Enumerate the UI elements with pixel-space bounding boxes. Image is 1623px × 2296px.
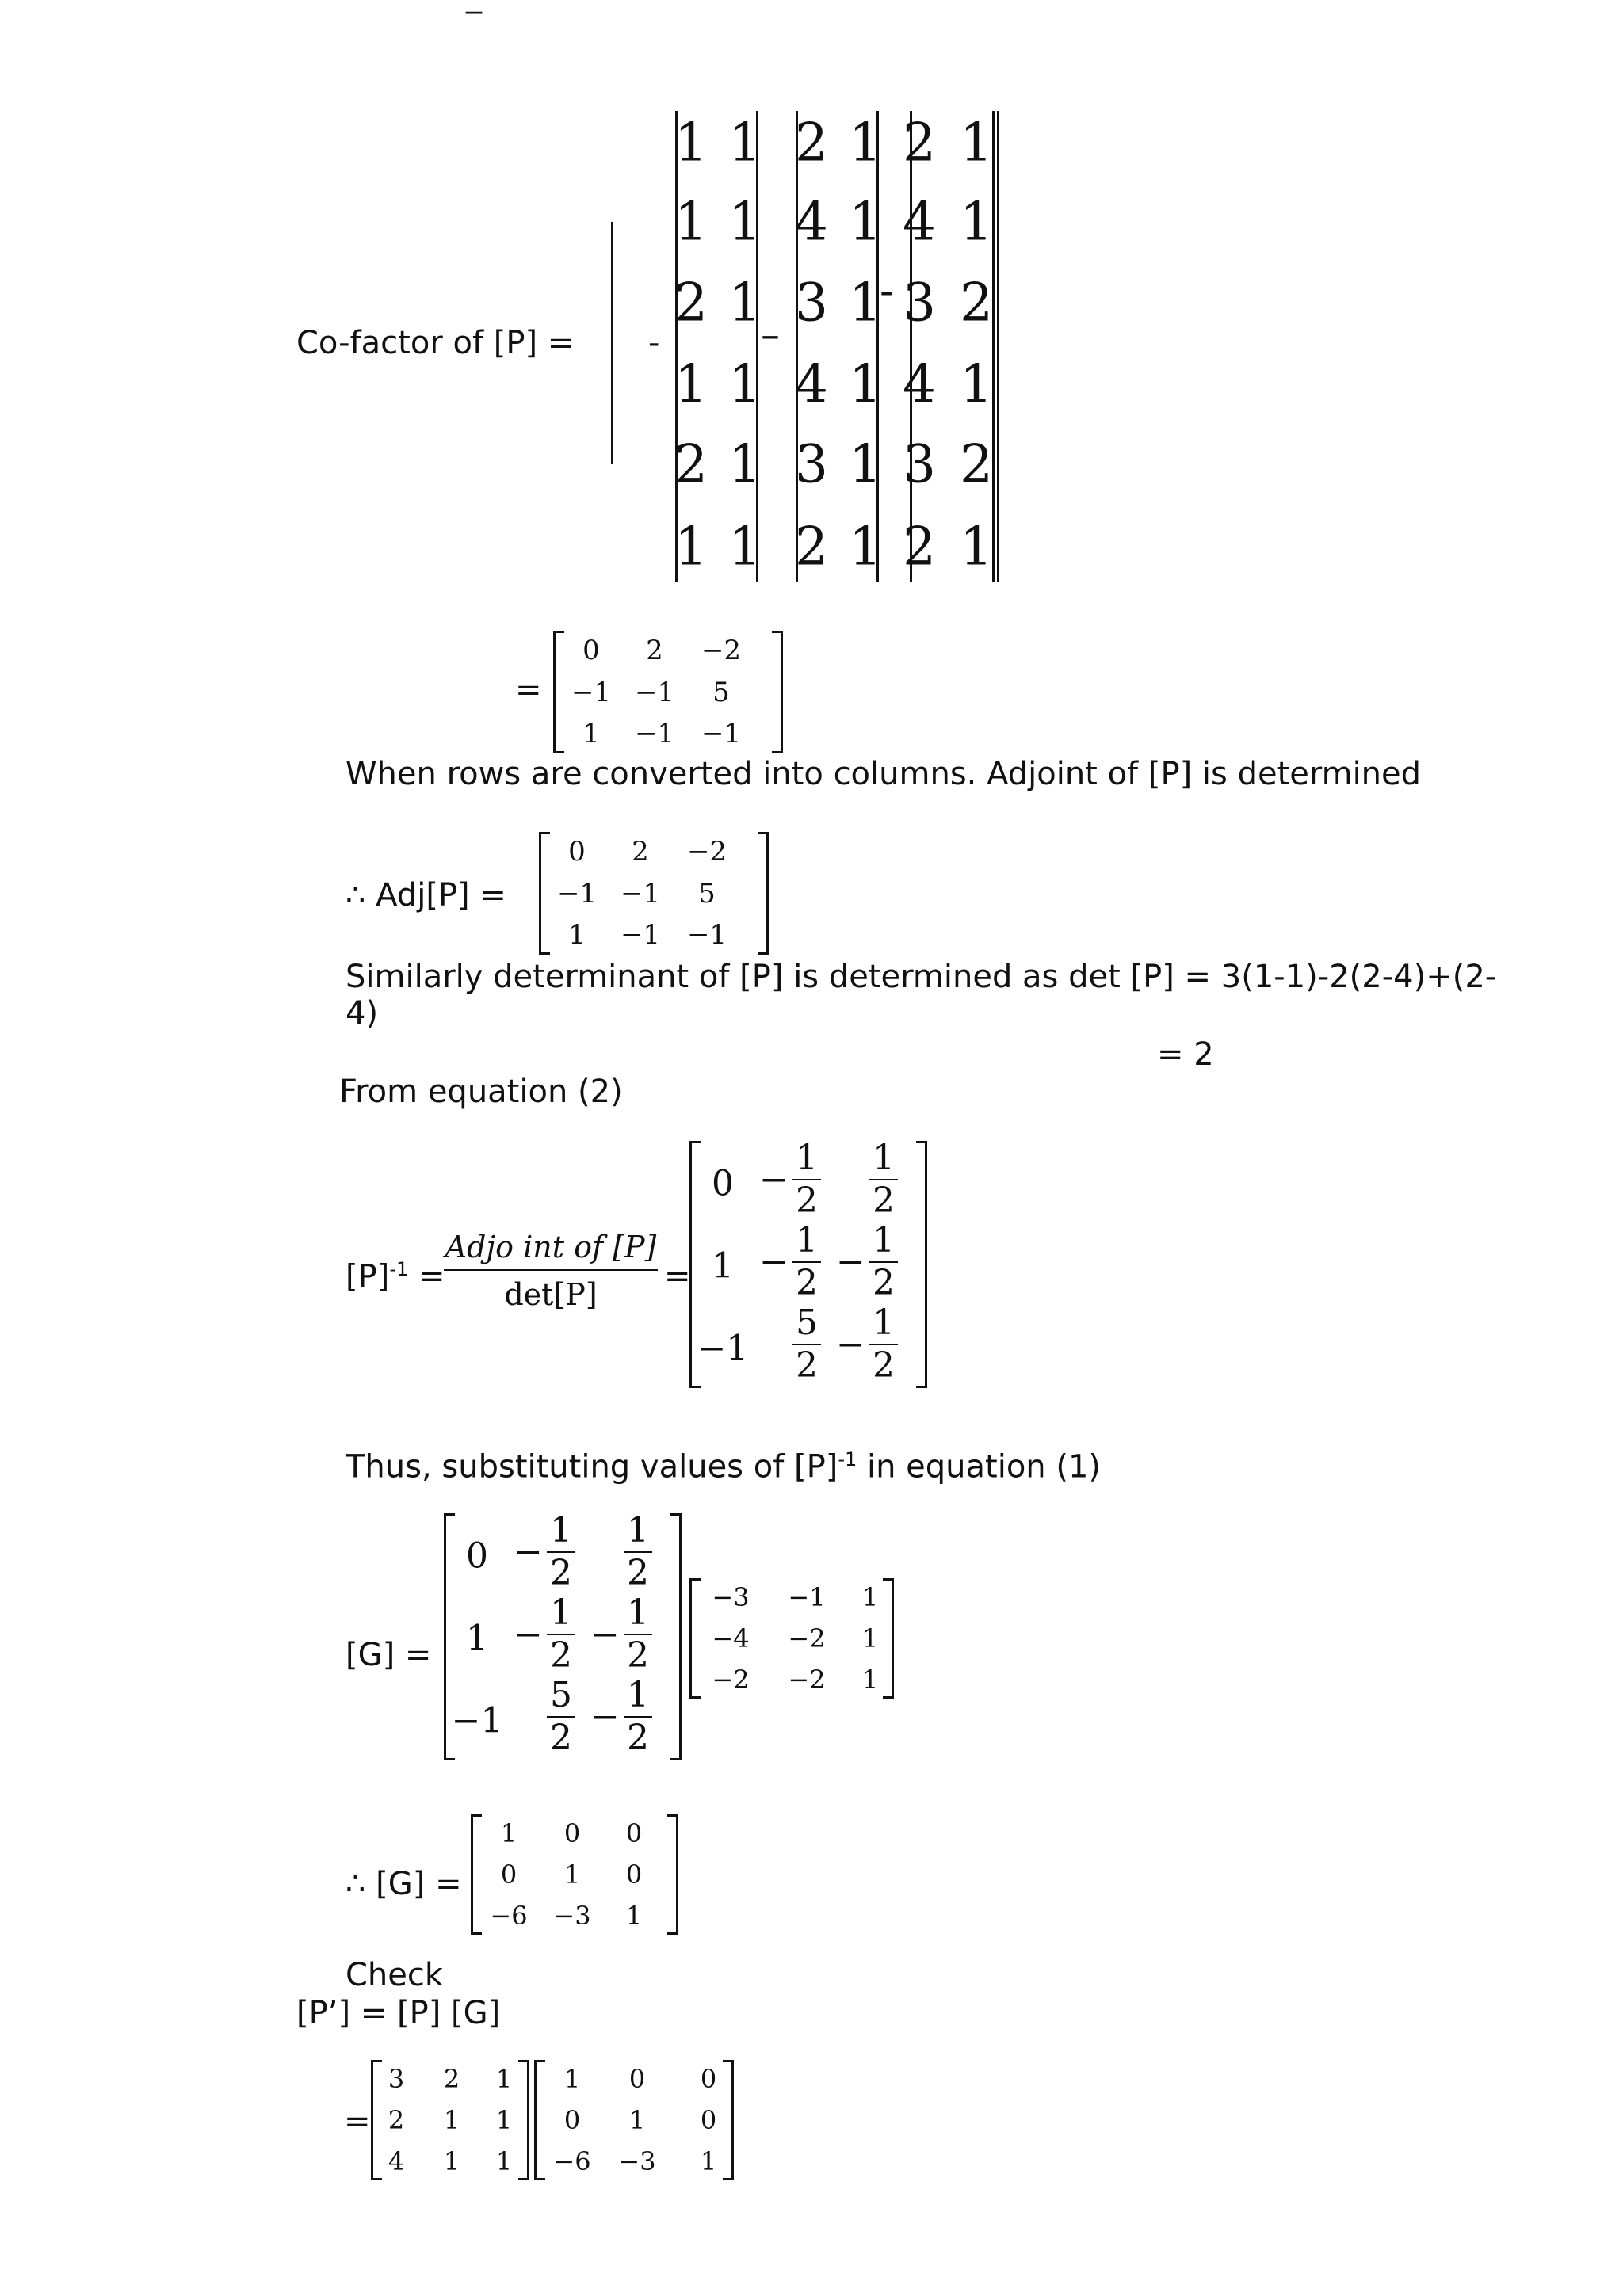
inverse-matrix-fraction-numerator: 1 <box>873 1138 895 1178</box>
g-calc-right-right-bracket <box>883 1578 894 1699</box>
inverse-matrix-fraction-numerator: 1 <box>796 1138 818 1178</box>
adj-cell: −2 <box>686 836 727 868</box>
adj-cell: 2 <box>632 836 649 868</box>
check-right-cell: 0 <box>628 2064 646 2094</box>
cofactor-result-eq: = <box>515 672 542 708</box>
adj-cell: −1 <box>620 878 661 910</box>
adj-cell: 0 <box>568 836 586 868</box>
g-result-cell: 1 <box>563 1859 581 1890</box>
cofactor-det-cell: 2 <box>903 516 936 578</box>
cofactor-result-cell: 2 <box>646 635 663 666</box>
inverse-matrix-fraction-sign: − <box>836 1324 865 1365</box>
inverse-matrix-fraction-denominator: 2 <box>873 1180 895 1221</box>
check-right-left-bracket <box>534 2060 545 2180</box>
check-right-right-bracket <box>723 2060 734 2180</box>
cofactor-minus-3: - <box>880 269 894 314</box>
check-right-cell: 0 <box>700 2064 717 2094</box>
cofactor-det-cell: 1 <box>960 112 993 174</box>
g-calc-left-matrix-cell: 0 <box>466 1535 488 1577</box>
g-calc-left-matrix-fraction-denominator: 2 <box>627 1635 649 1676</box>
g-calc-right-cell: −3 <box>712 1582 750 1612</box>
inverse-fraction-bar <box>444 1269 658 1271</box>
inverse-matrix-fraction-numerator: 5 <box>796 1302 818 1343</box>
inverse-matrix-fraction-denominator: 2 <box>796 1345 818 1386</box>
text-from-eq2: From equation (2) <box>339 1074 623 1110</box>
cofactor-result-cell: −2 <box>701 635 742 666</box>
cofactor-det-cell: 1 <box>674 516 708 578</box>
text-det-line2: 4) <box>346 995 379 1032</box>
cofactor-result-cell: −1 <box>634 677 675 708</box>
text-substituting: Thus, substituting values of $[P]^{-1}$ in equation (1) <box>346 1448 1102 1486</box>
check-left-cell: 3 <box>388 2064 405 2094</box>
g-calc-left-matrix-fraction-numerator: 1 <box>550 1510 572 1550</box>
inverse-denominator: det[P] <box>504 1277 598 1312</box>
cofactor-minus-2: – <box>761 313 780 357</box>
inverse-matrix-fraction-denominator: 2 <box>796 1180 818 1221</box>
adj-cell: −1 <box>620 919 661 951</box>
inverse-eq-2: = <box>664 1258 691 1295</box>
check-right-cell: −3 <box>618 2146 656 2176</box>
cofactor-det-cell: 2 <box>674 272 708 334</box>
cofactor-det-cell: 1 <box>849 191 882 253</box>
cofactor-det-cell: 2 <box>903 112 936 174</box>
g-calc-right-cell: −2 <box>712 1665 750 1695</box>
inverse-matrix-right-bracket <box>916 1141 927 1388</box>
adj-left-bracket <box>539 832 550 955</box>
g-calc-right-cell: −2 <box>788 1623 826 1653</box>
cofactor-det-cell: 1 <box>960 191 993 253</box>
cofactor-det-cell: 2 <box>960 272 993 334</box>
inverse-matrix-fraction-numerator: 1 <box>796 1220 818 1261</box>
inverse-eq-1: = <box>418 1258 445 1295</box>
adj-cell: 5 <box>698 878 716 910</box>
g-calc-left-matrix-right-bracket <box>670 1513 682 1760</box>
inverse-matrix-cell: −1 <box>697 1328 749 1369</box>
adj-label: ∴ Adj[P] = <box>346 877 506 913</box>
inverse-matrix-fraction-sign: − <box>759 1159 789 1200</box>
cofactor-det-cell: 1 <box>960 353 993 415</box>
cofactor-det-cell: 3 <box>903 433 936 495</box>
g-calc-left-matrix-cell: 1 <box>466 1618 488 1659</box>
g-calc-left-matrix-fraction-sign: − <box>590 1696 620 1737</box>
cofactor-result-cell: −1 <box>571 677 612 708</box>
inverse-matrix-fraction-denominator: 2 <box>796 1263 818 1303</box>
text-rows-to-columns: When rows are converted into columns. Adjoint of [P] is determined <box>346 756 1422 792</box>
g-calc-left-matrix-fraction <box>624 1510 652 1593</box>
cofactor-result-cell: −1 <box>701 718 742 749</box>
cofactor-det-cell: 1 <box>728 112 762 174</box>
text-det-value: = 2 <box>1157 1036 1214 1073</box>
cofactor-det-cell: 1 <box>849 112 882 174</box>
g-result-cell: 0 <box>625 1818 643 1848</box>
cofactor-det-rule <box>910 111 912 582</box>
cofactor-minus-1: - <box>648 325 660 361</box>
g-result-right-bracket <box>667 1814 678 1935</box>
cofactor-det-cell: 4 <box>903 353 936 415</box>
cofactor-det-cell: 1 <box>728 191 762 253</box>
cofactor-det-cell: 4 <box>903 191 936 253</box>
adj-right-bracket <box>758 832 769 955</box>
check-left-cell: 2 <box>388 2105 405 2135</box>
g-calc-left-matrix-fraction-sign: − <box>514 1614 543 1655</box>
g-calc-left-matrix-cell: −1 <box>451 1700 503 1741</box>
check-right-cell: 1 <box>700 2146 717 2176</box>
check-right-cell: 0 <box>700 2105 717 2135</box>
g-calc-right-cell: −2 <box>788 1665 826 1695</box>
inverse-matrix-fraction <box>836 1302 898 1386</box>
check-right-cell: 0 <box>563 2105 581 2135</box>
cofactor-result-cell: 1 <box>582 718 600 749</box>
inverse-matrix-fraction <box>836 1220 898 1303</box>
cofactor-result-right-bracket <box>772 631 783 753</box>
check-right-cell: 1 <box>628 2105 646 2135</box>
g-calc-left-matrix-fraction-sign: − <box>590 1614 620 1655</box>
adj-cell: 1 <box>568 919 586 951</box>
inverse-matrix-fraction <box>759 1220 821 1303</box>
g-calc-left-matrix-fraction-denominator: 2 <box>550 1718 572 1758</box>
check-left-cell: 1 <box>443 2105 460 2135</box>
g-calc-left-matrix-fraction-numerator: 1 <box>550 1592 572 1633</box>
g-result-cell: −3 <box>553 1901 591 1931</box>
g-calc-left-matrix-fraction-denominator: 2 <box>550 1553 572 1593</box>
cofactor-det-cell: 1 <box>960 516 993 578</box>
cofactor-result-cell: −1 <box>634 718 675 749</box>
cofactor-det-cell: 3 <box>795 272 828 334</box>
cofactor-det-cell: 1 <box>728 272 762 334</box>
cofactor-det-cell: 3 <box>795 433 828 495</box>
g-calc-left-matrix-fraction-numerator: 5 <box>550 1675 572 1715</box>
g-result-cell: 0 <box>500 1859 517 1890</box>
g-calc-left-matrix-fraction-denominator: 2 <box>627 1718 649 1758</box>
g-result-left-bracket <box>471 1814 482 1935</box>
cofactor-det-cell: 2 <box>674 433 708 495</box>
check-left-left-bracket <box>371 2060 382 2180</box>
inverse-matrix-fraction-denominator: 2 <box>873 1263 895 1303</box>
cofactor-det-cell: 1 <box>849 272 882 334</box>
check-left-cell: 1 <box>495 2064 513 2094</box>
cofactor-bar <box>611 222 613 464</box>
g-calc-right-cell: 1 <box>861 1582 879 1612</box>
g-calc-left-matrix-fraction <box>590 1675 652 1758</box>
g-calc-left-matrix-fraction-numerator: 1 <box>627 1592 649 1633</box>
g-result-cell: 0 <box>563 1818 581 1848</box>
g-result-cell: −6 <box>490 1901 528 1931</box>
g-calc-left-matrix-fraction-denominator: 2 <box>550 1635 572 1676</box>
g-calc-right-cell: 1 <box>861 1623 879 1653</box>
top-mark <box>466 0 482 14</box>
check-right-cell: 1 <box>563 2064 581 2094</box>
check-left-cell: 1 <box>443 2146 460 2176</box>
inverse-matrix-fraction <box>869 1138 898 1221</box>
inverse-matrix-fraction-sign: − <box>836 1241 865 1283</box>
g-result-cell: 1 <box>500 1818 517 1848</box>
g-calc-left-matrix-fraction-denominator: 2 <box>627 1553 649 1593</box>
check-right-cell: −6 <box>553 2146 591 2176</box>
inverse-matrix-cell: 1 <box>712 1245 734 1287</box>
inverse-matrix-fraction-denominator: 2 <box>873 1345 895 1386</box>
inverse-numerator: Adjo int of [P] <box>445 1230 657 1264</box>
check-left-cell: 1 <box>495 2146 513 2176</box>
cofactor-det-rule <box>992 111 995 582</box>
adj-cell: −1 <box>556 878 598 910</box>
inverse-matrix-cell: 0 <box>712 1163 734 1204</box>
cofactor-result-cell: 0 <box>582 635 600 666</box>
g-calc-right-left-bracket <box>689 1578 701 1699</box>
cofactor-det-rule <box>756 111 758 582</box>
g-result-label: ∴ [G] = <box>346 1866 462 1902</box>
cofactor-det-rule <box>997 111 999 582</box>
g-calc-right-cell: 1 <box>861 1665 879 1695</box>
cofactor-det-cell: 1 <box>849 516 882 578</box>
check-eq: = <box>344 2103 371 2140</box>
cofactor-det-cell: 4 <box>795 191 828 253</box>
cofactor-det-cell: 2 <box>795 516 828 578</box>
adj-cell: −1 <box>686 919 727 951</box>
cofactor-label: Co-factor of [P] = <box>296 325 575 361</box>
cofactor-det-cell: 1 <box>674 112 708 174</box>
cofactor-det-cell: 1 <box>728 353 762 415</box>
g-result-cell: 1 <box>625 1901 643 1931</box>
g-calc-left-matrix-fraction-sign: − <box>514 1531 543 1573</box>
cofactor-det-cell: 1 <box>849 433 882 495</box>
inverse-matrix-fraction <box>759 1138 821 1221</box>
g-calc-left-matrix-fraction <box>590 1592 652 1676</box>
cofactor-det-cell: 1 <box>728 516 762 578</box>
cofactor-det-cell: 1 <box>674 353 708 415</box>
inverse-matrix-fraction-sign: − <box>759 1241 789 1283</box>
cofactor-det-rule <box>796 111 798 582</box>
inverse-matrix-fraction <box>792 1302 821 1386</box>
cofactor-det-rule <box>675 111 678 582</box>
check-left-cell: 2 <box>443 2064 460 2094</box>
cofactor-det-cell: 3 <box>903 272 936 334</box>
g-result-cell: 0 <box>625 1859 643 1890</box>
cofactor-det-cell: 1 <box>674 191 708 253</box>
cofactor-det-cell: 2 <box>795 112 828 174</box>
cofactor-result-left-bracket <box>553 631 564 753</box>
text-check: Check <box>346 1957 444 1993</box>
check-left-cell: 1 <box>495 2105 513 2135</box>
cofactor-det-cell: 4 <box>795 353 828 415</box>
check-left-right-bracket <box>518 2060 529 2180</box>
g-calc-left-matrix-fraction <box>514 1592 575 1676</box>
cofactor-det-cell: 2 <box>960 433 993 495</box>
g-calc-left-matrix-fraction-numerator: 1 <box>627 1510 649 1550</box>
text-check-equation: [P’] = [P] [G] <box>296 1995 501 2031</box>
cofactor-det-cell: 1 <box>849 353 882 415</box>
g-calc-right-cell: −4 <box>712 1623 750 1653</box>
g-calc-left-matrix-fraction <box>514 1510 575 1593</box>
g-calc-left-matrix-fraction <box>547 1675 575 1758</box>
cofactor-det-cell: 1 <box>728 433 762 495</box>
g-calc-left-matrix-fraction-numerator: 1 <box>627 1675 649 1715</box>
inverse-matrix-fraction-numerator: 1 <box>873 1302 895 1343</box>
g-calc-right-cell: −1 <box>788 1582 826 1612</box>
cofactor-det-rule <box>876 111 879 582</box>
cofactor-result-cell: 5 <box>712 677 730 708</box>
inverse-matrix-fraction-numerator: 1 <box>873 1220 895 1261</box>
g-calc-label: [G] = <box>346 1637 432 1673</box>
check-left-cell: 4 <box>388 2146 405 2176</box>
text-det-line1: Similarly determinant of [P] is determined as det [P] = 3(1-1)-2(2-4)+(2- <box>346 959 1497 995</box>
inverse-lhs: $[P]^{-1}$ <box>346 1258 409 1295</box>
